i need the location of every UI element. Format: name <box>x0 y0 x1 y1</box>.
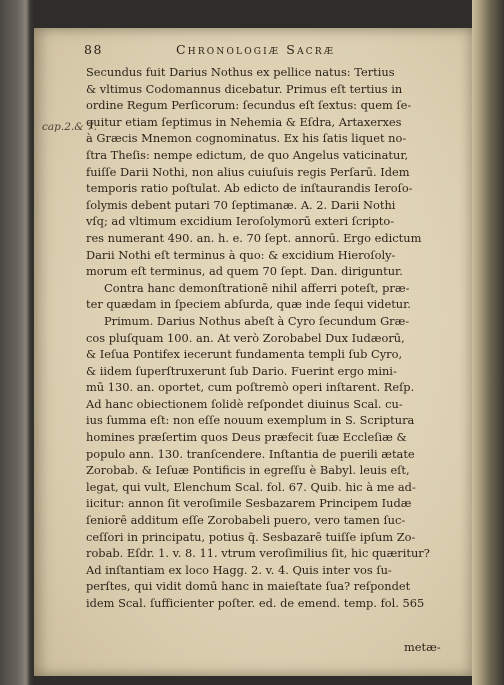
marginal-note: cap.2.& 7. <box>42 121 97 133</box>
text-line: Zorobab. & Ieſuæ Pontificis in egreſſu è Babyl. leuis eſt, <box>86 463 410 478</box>
text-line: à Græcis Mnemon cognominatus. Ex his ſatis liquet no- <box>86 131 407 146</box>
text-line: idem Scal. ſufficienter poſter. ed. de emend. temp. fol. 565 <box>86 596 425 610</box>
catchword: metæ- <box>404 640 441 654</box>
text-line: Ad inſtantiam ex loco Hagg. 2. v. 4. Quis inter vos ſu- <box>86 562 392 577</box>
text-line: & iidem ſuperſtruxerunt ſub Dario. Fuerint ergo mini- <box>86 363 397 378</box>
text-line: homines præſertim quos Deus præfecit ſuæ Eccleſiæ & <box>86 430 407 445</box>
text-line: legat, qui vult, Elenchum Scal. fol. 67. Quib. hic à me ad- <box>86 479 416 494</box>
page-number: 88 <box>84 42 103 57</box>
text-line: ordine Regum Perſicorum: ſecundus eſt ſextus: quem ſe- <box>86 98 412 113</box>
text-line: temporis ratio poſtulat. Ab edicto de inſtaurandis Ieroſo- <box>86 181 413 196</box>
text-block <box>86 64 454 612</box>
text-line: quitur etiam ſeptimus in Nehemia & Eſdra, Artaxerxes <box>86 114 402 129</box>
text-line: Contra hanc demonſtrationē nihil afferri poteſt, præ- <box>104 280 410 295</box>
text-line: res numerant 490. an. h. e. 70 ſept. annorū. Ergo edictum <box>86 230 422 245</box>
text-line: morum eſt terminus, ad quem 70 ſept. Dan. diriguntur. <box>86 264 403 279</box>
text-line: & vltimus Codomannus dicebatur. Primus eſt tertius in <box>86 81 403 96</box>
text-line: vſq; ad vltimum excidium Ieroſolymorū exteri ſcripto- <box>86 214 395 229</box>
text-line: & Ieſua Pontifex iecerunt fundamenta templi ſub Cyro, <box>86 347 403 362</box>
text-line: robab. Eſdr. 1. v. 8. 11. vtrum veroſimilius ſit, hic quæritur? <box>86 546 430 561</box>
text-line: ius ſumma eſt: non eſſe nouum exemplum in S. Scriptura <box>86 413 415 428</box>
running-title: Chronologiæ Sacræ <box>176 42 336 57</box>
page-header <box>84 40 454 62</box>
text-line: fuiſſe Darii Nothi, non alius cuiuſuis regis Perſarū. Idem <box>86 164 410 179</box>
book-binding <box>472 0 504 685</box>
text-line: cos pluſquam 100. an. At verò Zorobabel Dux Iudæorū, <box>86 330 405 345</box>
text-line: ter quædam in ſpeciem abſurda, quæ inde ſequi videtur. <box>86 297 411 312</box>
text-line: Ad hanc obiectionem ſolidè reſpondet diuinus Scal. cu- <box>86 396 403 411</box>
text-line: Secundus fuit Darius Nothus ex pellice natus: Tertius <box>86 65 395 79</box>
text-line: mū 130. an. oportet, cum poſtremò operi inſtarent. Reſp. <box>86 380 415 395</box>
text-line: Darii Nothi eſt terminus à quo: & excidium Hieroſoly- <box>86 247 396 262</box>
text-line: ſeniorē additum eſſe Zorobabeli puero, vero tamen ſuc- <box>86 513 406 528</box>
text-line: perſtes, qui vidit domū hanc in maieſtate ſua? reſpondet <box>86 579 411 594</box>
book-page <box>34 28 472 676</box>
text-line: ſolymis debent putari 70 ſeptimanæ. A. 2. Darii Nothi <box>86 197 396 212</box>
text-line: populo ann. 130. tranſcendere. Inſtantia de puerili ætate <box>86 446 415 461</box>
text-line: iicitur: annon ſit veroſimile Sesbazarem Principem Iudæ <box>86 496 412 511</box>
text-line: Primum. Darius Nothus abeſt à Cyro ſecundum Græ- <box>104 313 410 328</box>
text-line: ceſſori in principatu, potius q̄. Sesbazarē tuiſſe ipſum Zo- <box>86 529 416 544</box>
text-line: ſtra Theſis: nempe edictum, de quo Angelus vaticinatur, <box>86 147 409 162</box>
